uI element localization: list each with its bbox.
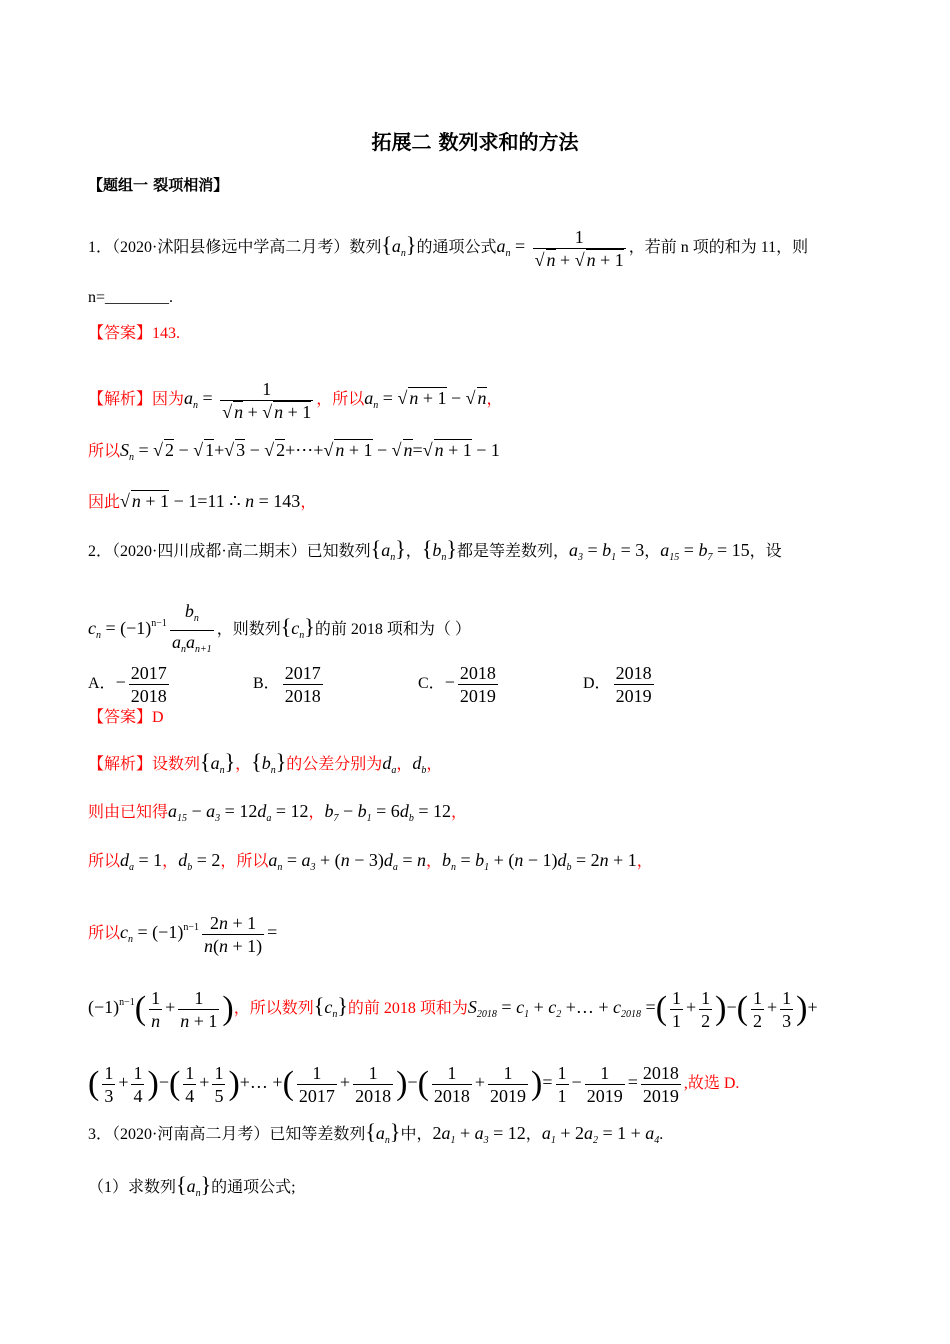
q2-analysis-5 — [88, 987, 818, 1032]
math-a15-b7: $a_{15} = b_7 = 15$ — [660, 540, 750, 563]
q2-analysis-5b: 的前 2018 项和为 — [347, 1000, 468, 1017]
q1-answer: 【答案】143. — [88, 325, 181, 342]
page-title: 拓展二 数列求和的方法 — [371, 130, 579, 154]
math-da-1: $d_a = 1$ — [120, 850, 163, 873]
math-db: $d_b$ — [412, 753, 427, 776]
math-seq-an: $\{a_n\}$ — [200, 749, 236, 776]
math-cn-def: $c_n = (-1)^{n-1}$ $\frac{b_n}{a_na_{n+1}}$ — [88, 601, 212, 655]
q2-answer: 【答案】D — [88, 709, 164, 726]
q2-analysis-3: 所以 — [88, 853, 121, 870]
math-seq-bn: $\{b_n\}$ — [251, 749, 287, 776]
math-seq-cn: $\{c_n\}$ — [280, 614, 315, 641]
q2-analysis-3b: 所以 — [236, 853, 269, 870]
q2-analysis-4 — [88, 912, 277, 957]
math-a3-b1: $a_3 = b_1 = 3$ — [568, 540, 645, 563]
q2-stem-prefix: 2．（2020·四川成都·高二期末）已知数列 — [88, 543, 371, 560]
math-seq-bn: $\{b_n\}$ — [421, 536, 457, 563]
q2-stem-line2: ，则数列 — [216, 621, 281, 638]
q3-part1-label: （1）求数列 — [88, 1179, 177, 1196]
q2-stem-mid: 都是等差数列， — [456, 543, 569, 560]
question-2-line2 — [88, 600, 471, 661]
q1-stem-prefix: 1．（2020·沭阳县修远中学高二月考）数列 — [88, 239, 382, 256]
option-b: B． $\frac{2017}{2018}$ — [253, 663, 321, 706]
q3-stem-prefix: 3．（2020·河南高二月考）已知等差数列 — [88, 1126, 366, 1143]
q1-analysis-1b: ，所以 — [316, 391, 365, 408]
math-an-formula: $a_n$ = $\frac{1}{√ n + √ n + 1}$ — [496, 227, 624, 270]
q1-analysis-1: 【解析】因为$a_n$ = $\frac{1}{√ n + √ n + 1}$ ，所以$a_n$ = √ n + 1 − √ n， — [88, 379, 503, 422]
math-sn-telescope: $S_n$ = √ 2 − √ 1+√ 3 − √ 2+⋯+√ n + 1 − √ n=√ n + 1 − 1 — [120, 440, 500, 463]
math-an-diff: $a_n$ = √ n + 1 − √ n — [364, 388, 487, 411]
question-1-stem — [88, 226, 808, 271]
q2-analysis-1: 设数列 — [152, 756, 201, 773]
math-q3-eq2: $a_1 + 2a_2 = 1 + a_4$ — [541, 1123, 660, 1146]
option-d: D． $\frac{2018}{2019}$ — [583, 663, 652, 706]
math-db-2: $d_b = 2$ — [178, 850, 221, 873]
math-s2018: $S_{2018} = c_1 + c_2$ +… + $c_{2018}$ =( $\frac{1}{1}$ + $\frac{1}{2}$ )−( $\frac{1}{2}$ + $\frac{1}{3}$ )+ — [467, 988, 818, 1031]
q1-stem-mid: 的通项公式 — [416, 239, 497, 256]
q2-options — [88, 662, 748, 707]
q2-analysis-2: 则由已知得 — [88, 804, 169, 821]
math-bn-2n1: $b_n = b_1 + (n - 1)d_b = 2n + 1$ — [442, 850, 637, 873]
math-seq-an: $\{a_n\}$ — [365, 1119, 401, 1146]
math-q3-eq1: $2a_1 + a_3 = 12$ — [432, 1123, 526, 1146]
math-da: $d_a$ — [382, 753, 397, 776]
math-solve-n: √ n + 1 − 1=11 ∴ n = 143 — [120, 491, 301, 511]
math-an-formula: $a_n$ = $\frac{1}{√ n + √ n + 1}$ — [184, 379, 312, 422]
math-seq-cn: $\{c_n\}$ — [313, 993, 348, 1020]
q2-stem-line2b: 的前 2018 项和为（ ） — [314, 621, 471, 638]
math-cn-split: $(-1)^{n-1}$( $\frac{1}{n}$ + $\frac{1}{n + 1}$ ) — [88, 988, 234, 1031]
option-b-label: B． — [253, 675, 280, 692]
q2-stem-suffix: ，设 — [749, 543, 782, 560]
q1-blank: n=________. — [88, 289, 174, 306]
math-seq-an: $\{a_n\}$ — [370, 536, 406, 563]
math-eq-da: $a_{15} - a_3 = 12d_a = 12$ — [168, 801, 309, 824]
q1-stem-suffix: ，若前 n 项的和为 11，则 — [628, 239, 809, 256]
q2-analysis-2: 则由已知得$a_{15} - a_3 = 12d_a = 12$，$b_7 - b_1 = 6d_b = 12$， — [88, 801, 467, 824]
math-cn-expr: $c_n = (-1)^{n-1}$ $\frac{2n + 1}{n(n + 1)}$ = — [120, 913, 278, 956]
math-seq-an: $\{a_n\}$ — [176, 1172, 212, 1199]
option-c: C．− $\frac{2018}{2019}$ — [418, 663, 496, 706]
q2-analysis-6-end: ,故选 D. — [683, 1075, 740, 1092]
question-3-stem: 3．（2020·河南高二月考）已知等差数列$\{a_n\}$中，$2a_1 + a_3 = 12$，$a_1 + 2a_2 = 1 + a_4$. — [88, 1119, 664, 1146]
analysis-label: 【解析】 — [88, 756, 153, 773]
q1-analysis-3-label: 因此 — [88, 494, 121, 511]
q3-part1 — [88, 1172, 296, 1204]
q3-part1b: 的通项公式; — [211, 1179, 296, 1196]
q2-analysis-6 — [88, 1062, 739, 1107]
q2-analysis-1: 【解析】设数列$\{a_n\}$，$\{b_n\}$的公差分别为$d_a$，$d_b$， — [88, 749, 443, 776]
q1-analysis-2-label: 所以 — [88, 443, 121, 460]
math-seq-an: $\{a_n\}$ — [381, 232, 417, 259]
question-2-stem: 2．（2020·四川成都·高二期末）已知数列$\{a_n\}$，$\{b_n\}$都是等差数列，$a_3 = b_1 = 3$，$a_{15} = b_7 = 15$，设 — [88, 536, 782, 563]
q1-analysis-3: 因此√ n + 1 − 1=11 ∴ n = 143， — [88, 491, 317, 511]
q1-analysis-2 — [88, 440, 500, 468]
q3-stem-mid: 中， — [400, 1126, 433, 1143]
option-a: A．− $\frac{2017}{2018}$ — [88, 663, 167, 706]
q1-analysis-1a: 因为 — [152, 391, 185, 408]
q2-analysis-3: 所以$d_a = 1$，$d_b = 2$，所以$a_n = a_3 + (n - 3)d_a = n$，$b_n = b_1 + (n - 1)d_b = 2n + 1$， — [88, 850, 653, 873]
math-sum-cont: ( $\frac{1}{3}$ + $\frac{1}{4}$ )−( $\frac{1}{4}$ + $\frac{1}{5}$ )+… +( $\frac{1}{2017}$ + $\frac{1}{2018}$ )−( $\frac{1}{2018}$ + $\frac{1}{2019}$ )= $\frac{1}{1}$ − $\frac{1}{2019}$ = $\frac{2018}{2019}$ — [88, 1063, 679, 1106]
math-eq-db: $b_7 - b_1 = 6d_b = 12$ — [324, 801, 451, 824]
q2-analysis-4: 所以 — [88, 925, 121, 942]
math-an-n: $a_n = a_3 + (n - 3)d_a = n$ — [268, 850, 426, 873]
group-heading: 【题组一 裂项相消】 — [88, 176, 229, 194]
option-d-label: D． — [583, 675, 611, 692]
option-c-label: C． — [418, 675, 445, 692]
analysis-label: 【解析】 — [88, 391, 153, 408]
option-a-label: A． — [88, 675, 116, 692]
q2-analysis-1b: 的公差分别为 — [286, 756, 383, 773]
q2-analysis-5: ，所以数列 — [233, 1000, 314, 1017]
